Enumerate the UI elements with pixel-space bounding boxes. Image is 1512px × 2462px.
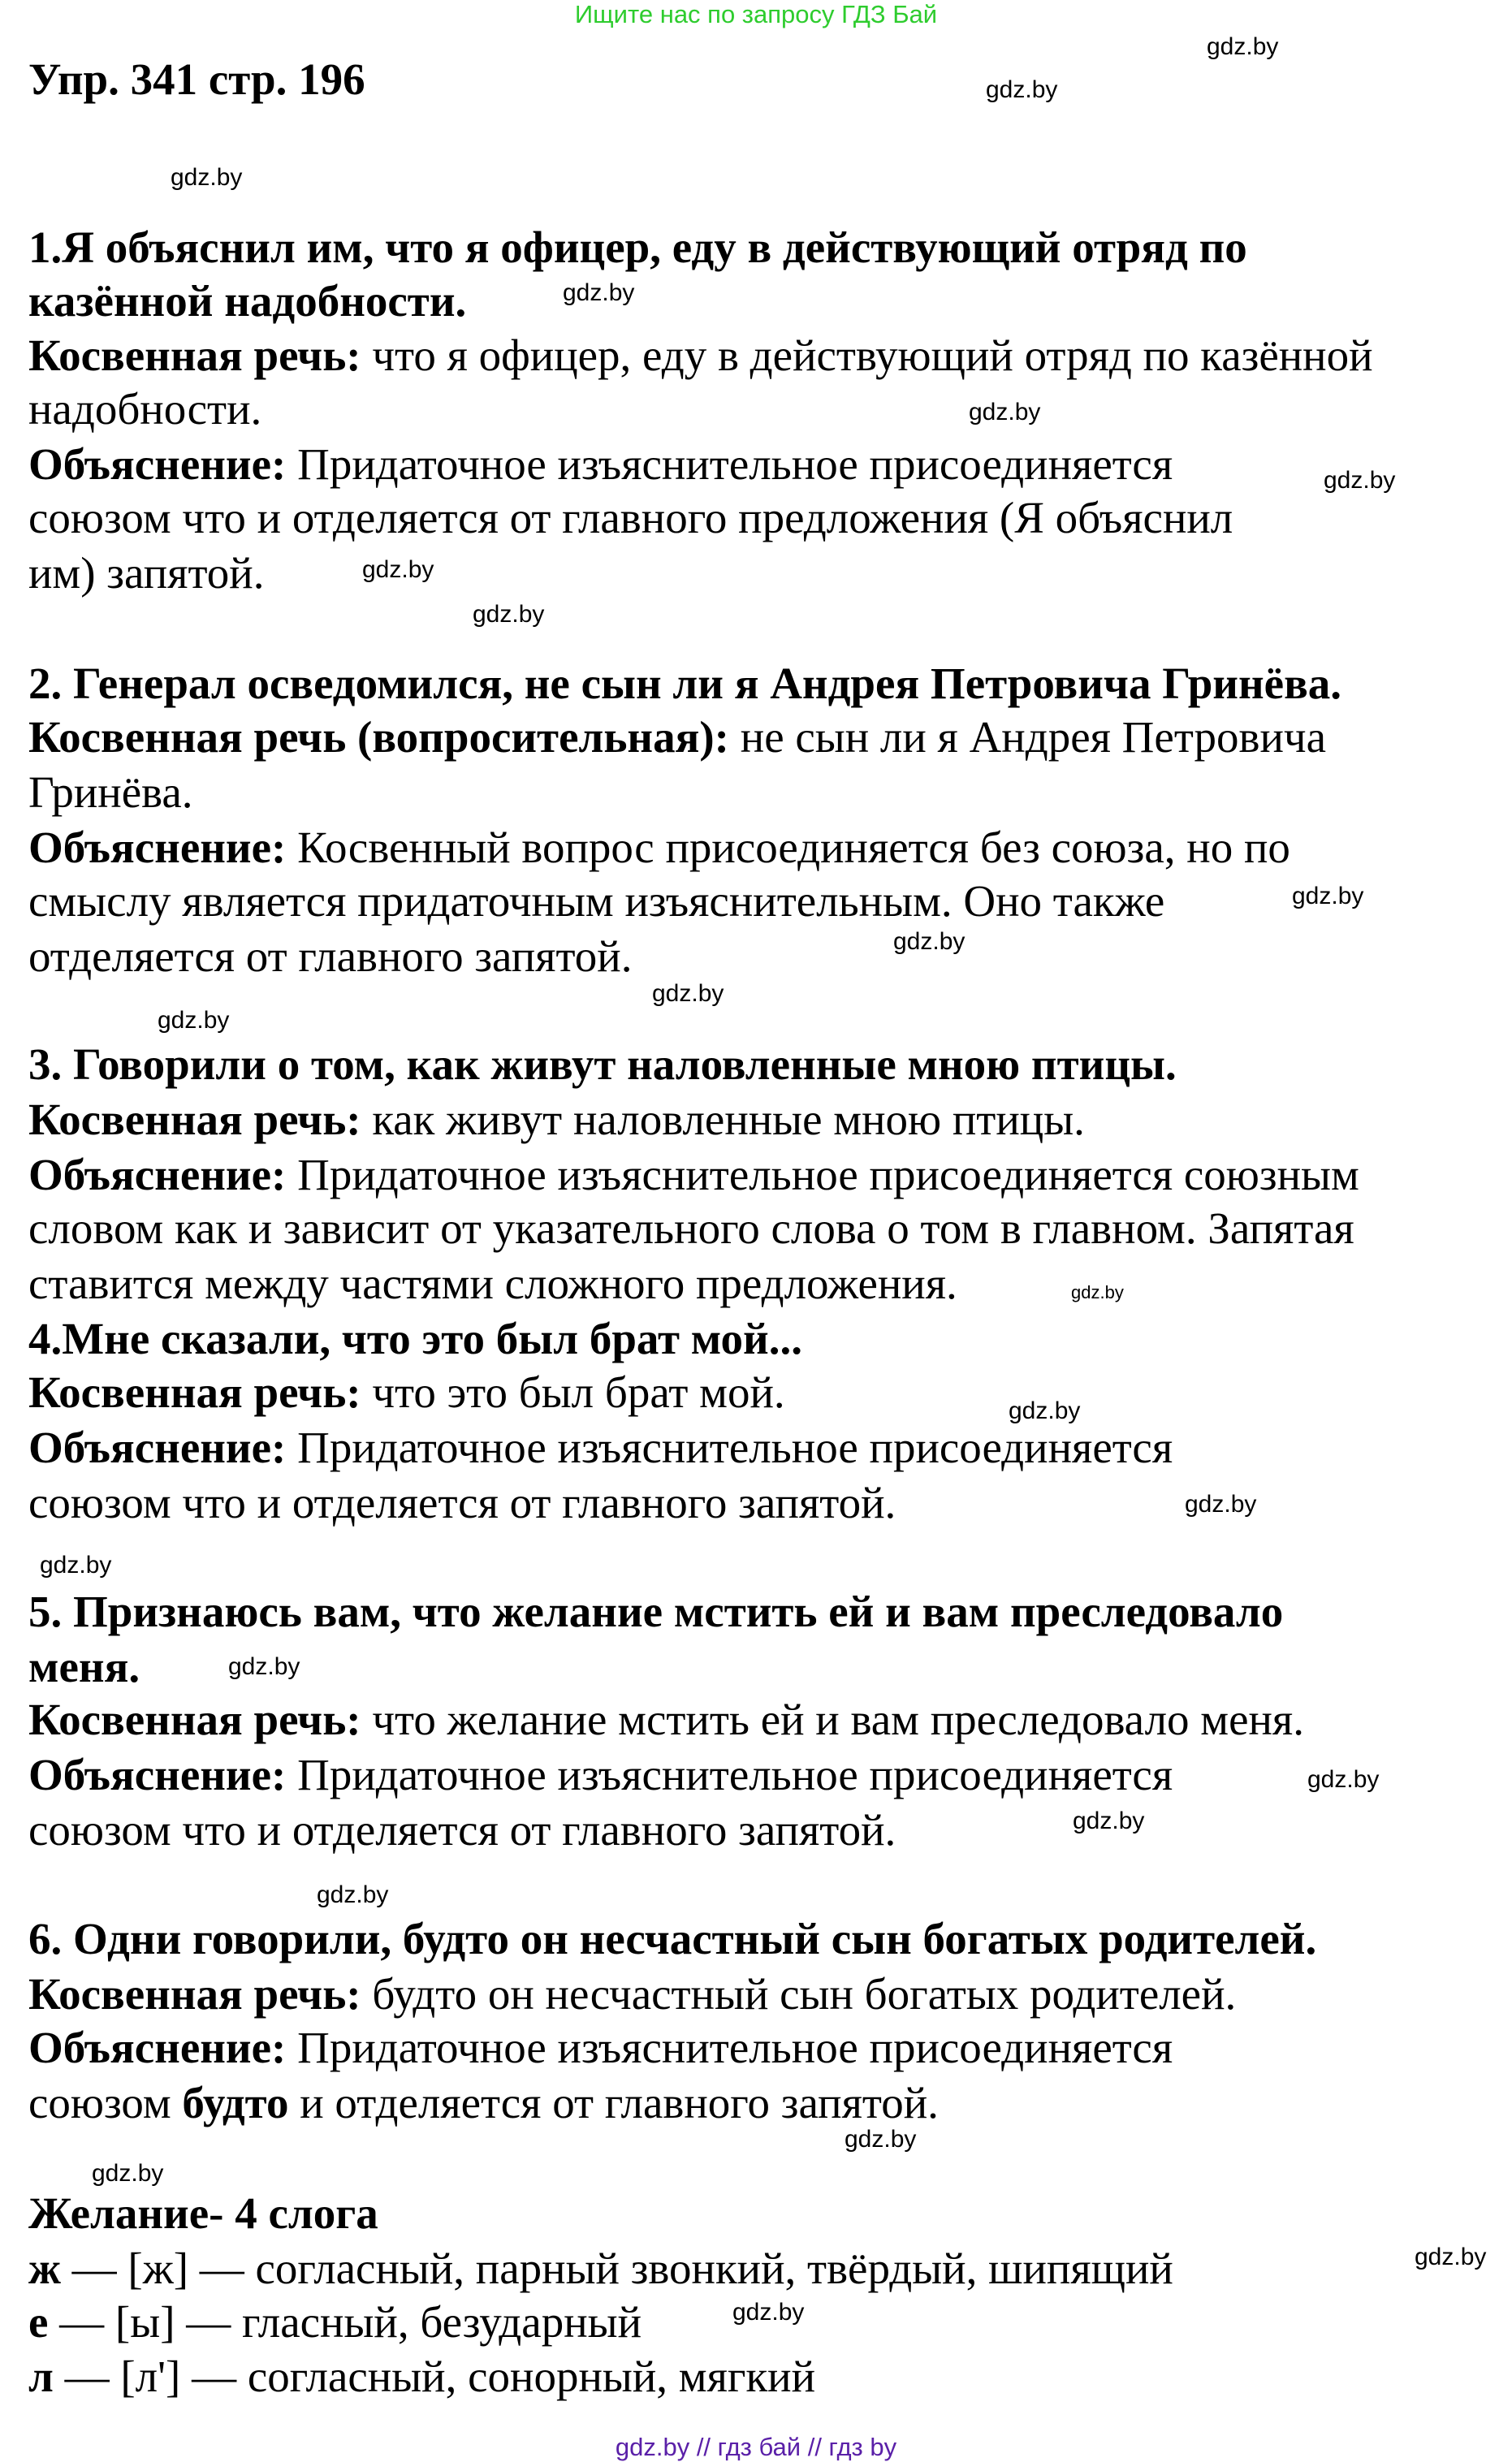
watermark: gdz.by: [845, 2126, 917, 2153]
text-line: [28, 1097, 1085, 1142]
bold-text: Объяснение:: [28, 823, 287, 872]
watermark: gdz.by: [1207, 33, 1279, 60]
text-line: [28, 876, 1165, 926]
watermark: gdz.by: [158, 1007, 230, 1034]
text-line: [28, 1316, 802, 1362]
text: надобности.: [28, 384, 262, 434]
watermark: gdz.by: [1071, 1282, 1124, 1302]
text-line: [28, 2188, 378, 2238]
watermark: gdz.by: [1009, 1397, 1081, 1424]
watermark: gdz.by: [228, 1653, 300, 1680]
text: и отделяется от главного запятой.: [288, 2078, 939, 2127]
text-line: [28, 1039, 1177, 1089]
text-line: [28, 1480, 896, 1526]
bold-text: меня.: [28, 1642, 140, 1691]
bold-text: Косвенная речь (вопросительная):: [28, 712, 730, 762]
text-line: [28, 931, 633, 981]
bold-text: е: [28, 2297, 49, 2347]
watermark: gdz.by: [317, 1881, 389, 1908]
text-line: [28, 2025, 1173, 2071]
text: Гринёва.: [28, 767, 193, 817]
bold-text: Косвенная речь:: [28, 1367, 361, 1417]
text: — [л'] — согласный, сонорный, мягкий: [53, 2352, 816, 2401]
text-line: [28, 2246, 1173, 2291]
watermark: gdz.by: [732, 2299, 805, 2326]
bold-text: Косвенная речь:: [28, 330, 361, 380]
text: им) запятой.: [28, 548, 265, 598]
bold-text: Объяснение:: [28, 439, 287, 489]
text-line: [28, 2354, 815, 2399]
text: что я офицер, еду в действующий отряд по казённой: [361, 330, 1373, 380]
text: будто он несчастный сын богатых родителей.: [361, 1969, 1237, 2019]
text-line: [28, 2080, 939, 2126]
text: словом как и зависит от указательного слова о том в главном. Запятая: [28, 1203, 1354, 1253]
text: ставится между частями сложного предложения.: [28, 1259, 957, 1308]
text-line: [28, 1152, 1359, 1198]
bold-text: Объяснение:: [28, 1750, 287, 1799]
text-line: [28, 330, 1373, 380]
bold-text: 5. Признаюсь вам, что желание мстить ей и вам преследовало: [28, 1587, 1284, 1636]
text-line: [28, 1969, 1237, 2019]
text: союзом: [28, 2078, 183, 2127]
bold-text: Объяснение:: [28, 1150, 287, 1199]
text: Придаточное изъяснительное присоединяется: [286, 439, 1173, 489]
text: Придаточное изъяснительное присоединяется: [286, 1750, 1173, 1799]
text-line: [28, 222, 1247, 272]
text: Придаточное изъяснительное присоединяется: [286, 1423, 1173, 1472]
text-line: [28, 1805, 896, 1855]
watermark: gdz.by: [1292, 883, 1364, 909]
bold-text: 6. Одни говорили, будто он несчастный сын богатых родителей.: [28, 1914, 1317, 1963]
watermark: gdz.by: [92, 2160, 164, 2187]
text: отделяется от главного запятой.: [28, 931, 633, 981]
bold-text: л: [28, 2352, 54, 2401]
bold-text: 4.Мне сказали, что это был брат мой...: [28, 1314, 802, 1363]
watermark: gdz.by: [1324, 467, 1396, 494]
text-line: [28, 1203, 1354, 1253]
watermark: gdz.by: [1185, 1491, 1257, 1518]
text-line: [28, 384, 262, 434]
bold-text: 1.Я объяснил им, что я офицер, еду в действующий отряд по: [28, 222, 1247, 272]
text: как живут наловленные мною птицы.: [361, 1095, 1085, 1144]
text-line: [28, 1916, 1316, 1962]
watermark: gdz.by: [563, 279, 635, 306]
text: смыслу является придаточным изъяснительным. Оно также: [28, 876, 1165, 926]
bold-text: 3. Говорили о том, как живут наловленные мною птицы.: [28, 1039, 1177, 1089]
bold-text: Желание- 4 слога: [28, 2188, 378, 2238]
text-line: [28, 1697, 1304, 1743]
page-title: Упр. 341 стр. 196: [28, 54, 365, 104]
text-line: [28, 825, 1290, 870]
text-line: [28, 2297, 642, 2347]
text: союзом что и отделяется от главного запятой.: [28, 1805, 896, 1855]
watermark: gdz.by: [986, 76, 1058, 103]
text-line: [28, 276, 467, 326]
text: — [ы] — гласный, безударный: [48, 2297, 642, 2347]
text-line: [28, 1589, 1283, 1635]
text-line: [28, 1261, 957, 1307]
text: что это был брат мой.: [361, 1367, 785, 1417]
bold-text: Косвенная речь:: [28, 1695, 361, 1744]
watermark: gdz.by: [969, 399, 1041, 425]
watermark: gdz.by: [362, 556, 434, 583]
bold-text: Косвенная речь:: [28, 1969, 361, 2019]
text: Придаточное изъяснительное присоединяется: [286, 2023, 1173, 2072]
text: Косвенный вопрос присоединяется без союза, но по: [286, 823, 1290, 872]
bold-text: 2. Генерал осведомился, не сын ли я Андрея Петровича Гринёва.: [28, 659, 1342, 708]
bold-text: казённой надобности.: [28, 276, 467, 326]
footer-links[interactable]: gdz.by // гдз бай // гдз by: [615, 2433, 897, 2461]
bold-text: Косвенная речь:: [28, 1095, 361, 1144]
search-promo-banner: Ищите нас по запросу ГДЗ Бай: [574, 0, 938, 28]
text-line: [28, 548, 265, 598]
text: союзом что и отделяется от главного запятой.: [28, 1478, 896, 1527]
watermark: gdz.by: [473, 601, 545, 628]
text-line: [28, 712, 1326, 762]
watermark: gdz.by: [1415, 2244, 1487, 2270]
bold-text: ж: [28, 2244, 61, 2293]
watermark: gdz.by: [40, 1552, 112, 1579]
text: не сын ли я Андрея Петровича: [729, 712, 1326, 762]
text-line: [28, 439, 1173, 489]
bold-text: Объяснение:: [28, 2023, 287, 2072]
bold-text: Объяснение:: [28, 1423, 287, 1472]
watermark: gdz.by: [1073, 1808, 1145, 1834]
text: — [ж] — согласный, парный звонкий, твёрдый, шипящий: [60, 2244, 1173, 2293]
text-line: [28, 1425, 1173, 1471]
text-line: [28, 767, 193, 817]
text: союзом что и отделяется от главного предложения (Я объяснил: [28, 493, 1233, 542]
watermark: gdz.by: [1307, 1766, 1380, 1793]
bold-text: будто: [182, 2078, 289, 2127]
watermark: gdz.by: [652, 980, 724, 1007]
text-line: [28, 495, 1233, 541]
watermark: gdz.by: [893, 928, 966, 955]
watermark: gdz.by: [171, 164, 243, 191]
text: что желание мстить ей и вам преследовало меня.: [361, 1695, 1304, 1744]
text-line: [28, 661, 1341, 706]
text: Придаточное изъяснительное присоединяется союзным: [286, 1150, 1359, 1199]
text-line: [28, 1752, 1173, 1798]
text-line: [28, 1644, 140, 1690]
text-line: [28, 1367, 785, 1417]
